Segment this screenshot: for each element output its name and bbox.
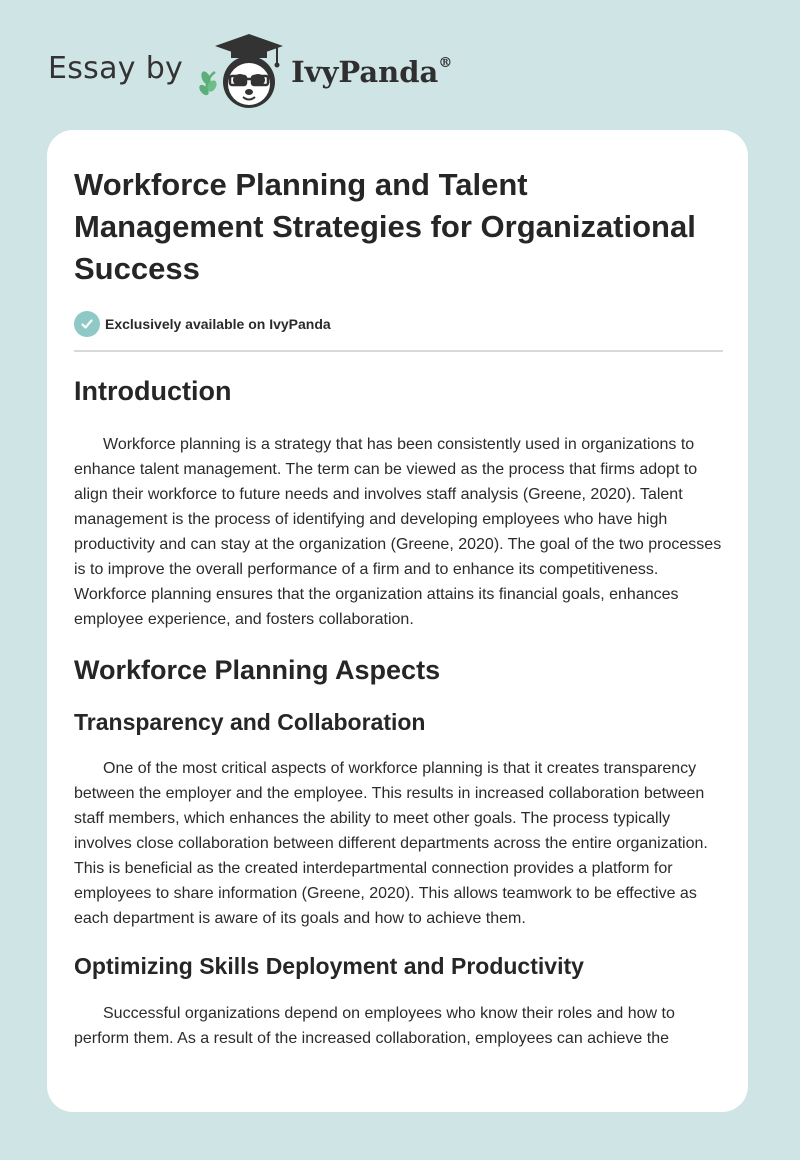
skills-paragraph: Successful organizations depend on employees who know their roles and how to perform them. As a result of the increased collaboration, employees can achieve the (74, 1005, 675, 1047)
essay-by-label: Essay by (48, 50, 184, 86)
transparency-heading: Transparency and Collaboration (74, 709, 426, 735)
skills-heading: Optimizing Skills Deployment and Productivity (74, 953, 584, 979)
checkmark-icon (74, 311, 100, 337)
aspects-heading: Workforce Planning Aspects (74, 655, 441, 685)
introduction-paragraph: Workforce planning is a strategy that has been consistently used in organizations to enhance talent management. The term can be viewed as the process that firms adopt to align their workforce to future needs and involves staff analysis (Greene, 2020). Talent management is the process of identifying and developing employees who have high productivity and can stay at the organization (Greene, 2020). The goal of the two processes is to improve the overall performance of a firm and to enhance its competitiveness. Workforce planning ensures that the organization attains its financial goals, enhances employee experience, and fosters collaboration. (74, 436, 722, 628)
article-content (74, 164, 724, 1051)
brand-text: IvyPanda (291, 55, 439, 89)
site-header (48, 32, 452, 112)
registered-mark: ® (438, 55, 453, 72)
panda-logo-icon[interactable] (197, 32, 289, 112)
brand-name[interactable] (291, 55, 452, 89)
transparency-paragraph: One of the most critical aspects of workforce planning is that it creates transparency between the employer and the employee. This results in increased collaboration between staff members, which enhances the ability to meet other goals. The process typically involves close collaboration between different departments across the entire organization. This is beneficial as the created interdepartmental connection provides a platform for employees to share information (Greene, 2020). This allows teamwork to be effective as each department is aware of its goals and how to achieve them. (74, 760, 708, 927)
introduction-heading: Introduction (74, 376, 232, 406)
exclusive-badge (74, 311, 724, 337)
title-divider (74, 350, 723, 352)
exclusive-badge-text: Exclusively available on IvyPanda (105, 316, 331, 332)
article-card (47, 130, 748, 1112)
article-title: Workforce Planning and Talent Management Strategies for Organizational Success (74, 167, 696, 286)
